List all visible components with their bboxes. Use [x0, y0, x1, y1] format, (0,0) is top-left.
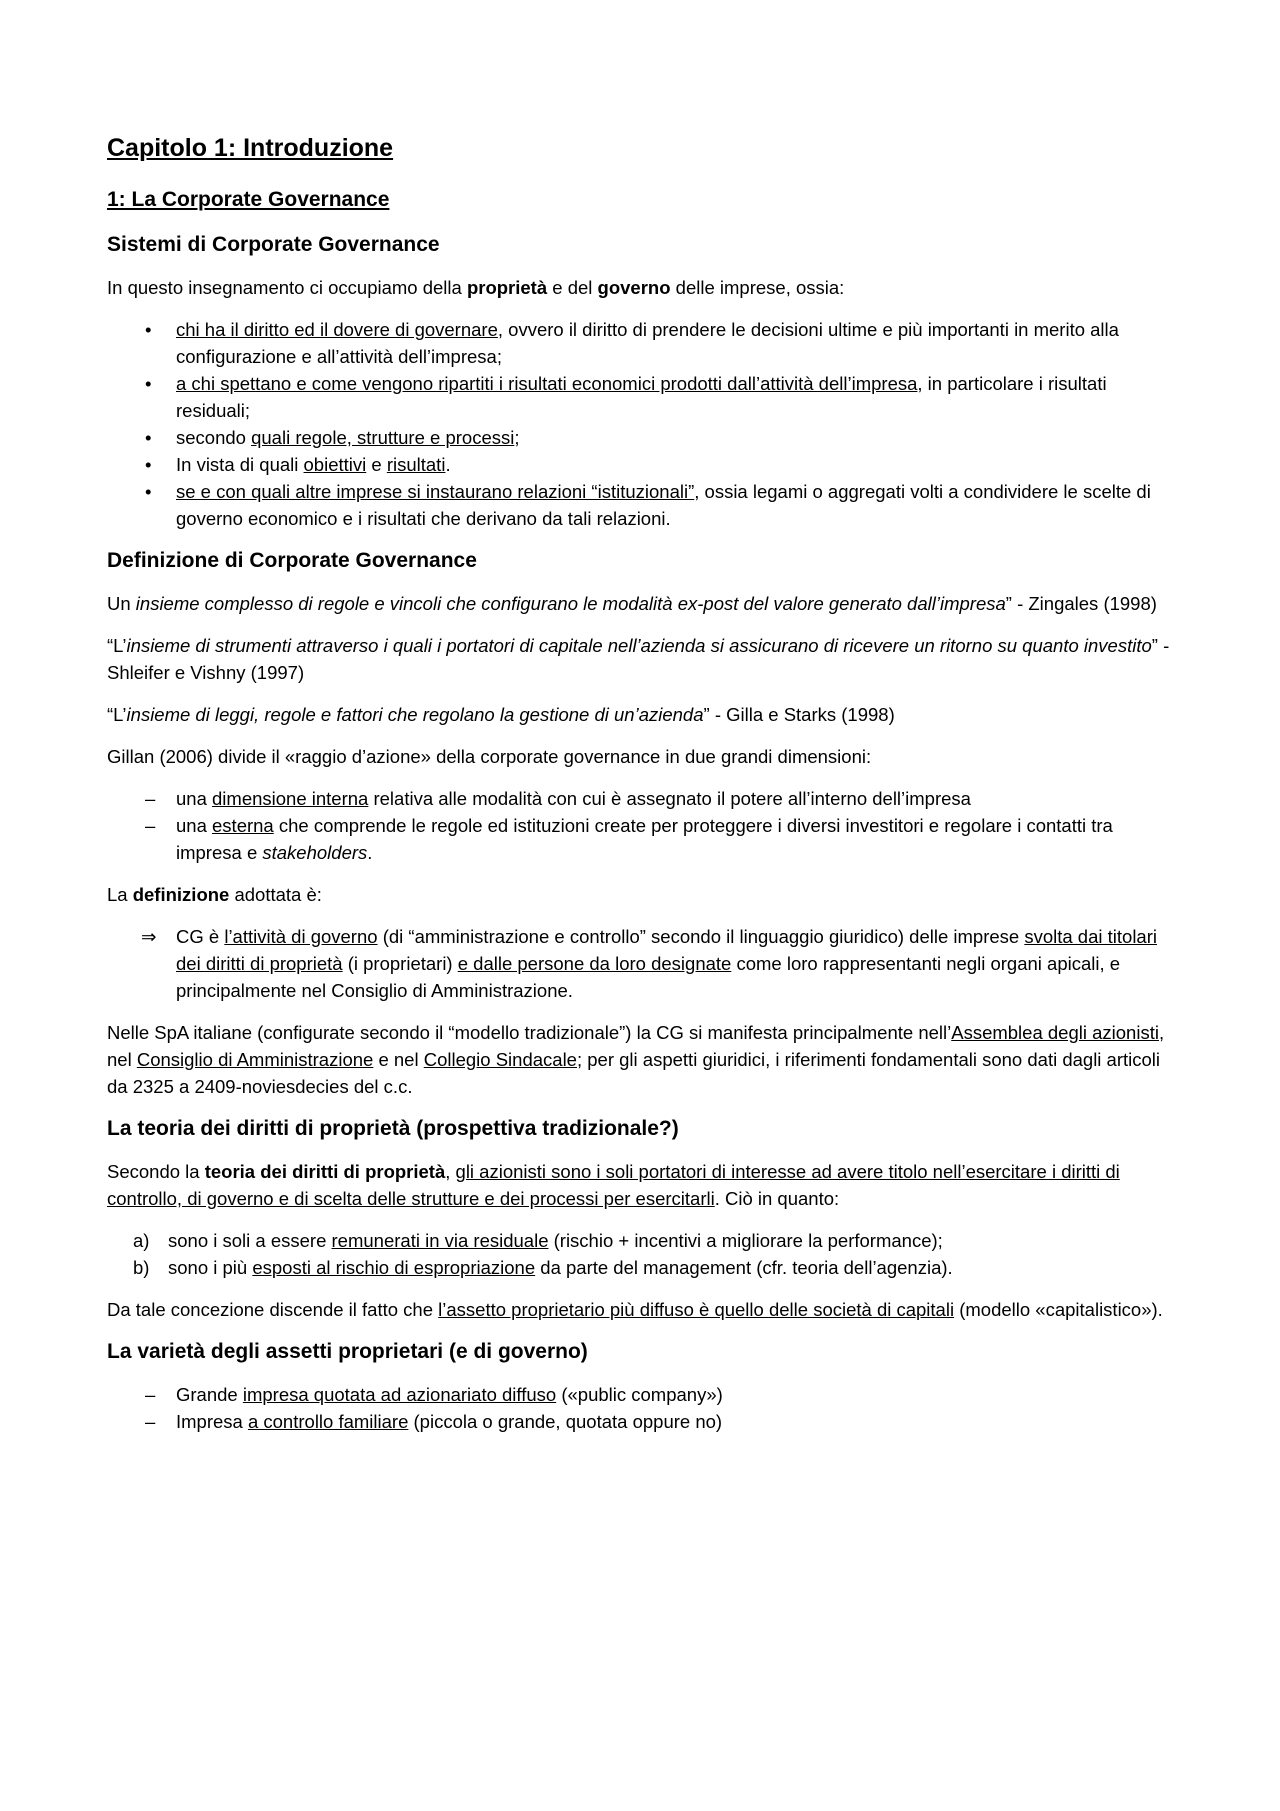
text-run: e dalle persone da loro designate [457, 953, 732, 974]
text-run: definizione [132, 884, 230, 905]
text-run: stakeholders [262, 842, 368, 863]
list-marker: – [145, 815, 156, 836]
list-item-text [168, 1254, 1173, 1281]
text-run: Sistemi di Corporate Governance [107, 233, 440, 256]
list-item-text [176, 812, 1173, 866]
dash-list [145, 785, 1173, 866]
letter-list [133, 1227, 1173, 1281]
text-run: una [176, 815, 213, 836]
text-run: adottata è: [229, 884, 322, 905]
list-marker: – [145, 1411, 156, 1432]
text-run: come loro rappresentanti negli organi apicali, e principalmente nel Consiglio di Amministrazione. [176, 953, 1121, 1001]
text-run: delle imprese, ossia: [670, 277, 845, 298]
section-title [107, 186, 1173, 213]
list-item-text [176, 316, 1173, 370]
list-item-text [176, 478, 1173, 532]
list-marker: ⇒ [141, 926, 157, 947]
text-run: gli azionisti sono i soli portatori di interesse ad avere titolo nell’esercitare i diritti di controllo, di governo e di scelta delle strutture e dei processi per esercitarli [107, 1161, 1120, 1209]
text-run: . [367, 842, 373, 863]
text-run: (piccola o grande, quotata oppure no) [408, 1411, 723, 1432]
list-item [145, 785, 1173, 812]
list-item-text [176, 424, 1173, 451]
text-run: La teoria dei diritti di proprietà (prospettiva tradizionale?) [107, 1117, 679, 1140]
text-run: (di “amministrazione e controllo” secondo il linguaggio giuridico) delle imprese [377, 926, 1025, 947]
paragraph [107, 1019, 1173, 1100]
text-run: , in particolare i risultati residuali; [176, 373, 1107, 421]
list-marker: • [145, 373, 152, 394]
list-marker: b) [133, 1257, 150, 1278]
text-run: Consiglio di Amministrazione [136, 1049, 374, 1070]
dash-list [145, 1381, 1173, 1435]
text-run: secondo [176, 427, 252, 448]
text-run: 1: La Corporate Governance [107, 188, 390, 211]
text-run: sono i soli a essere [168, 1230, 332, 1251]
text-run: ; [514, 427, 520, 448]
text-run: Da tale concezione discende il fatto che [107, 1299, 439, 1320]
paragraph [107, 274, 1173, 301]
subsection-heading [107, 547, 1173, 574]
text-run: l’assetto proprietario più diffuso è quello delle società di capitali [438, 1299, 955, 1320]
bullet-list [145, 316, 1173, 532]
text-run: («public company») [556, 1384, 723, 1405]
list-item-text [176, 451, 1173, 478]
text-run: , [445, 1161, 456, 1182]
text-run: chi ha il diritto ed il dovere di governare [176, 319, 498, 340]
arrow-list [141, 923, 1173, 1004]
list-marker: • [145, 454, 152, 475]
text-run: l’attività di governo [224, 926, 378, 947]
text-run: esterna [212, 815, 274, 836]
text-run: una [176, 788, 213, 809]
text-run: se e con quali altre imprese si instaurano relazioni “istituzionali” [176, 481, 695, 502]
text-run: svolta dai titolari dei diritti di proprietà [176, 926, 1157, 974]
text-run: risultati [386, 454, 446, 475]
text-run: teoria dei diritti di proprietà [204, 1161, 446, 1182]
text-run: Assemblea degli azionisti [951, 1022, 1159, 1043]
list-marker: • [145, 481, 152, 502]
list-marker: • [145, 427, 152, 448]
text-run: ” - Zingales (1998) [1005, 593, 1157, 614]
list-marker: a) [133, 1230, 150, 1251]
text-run: La [107, 884, 133, 905]
text-run: Impresa [176, 1411, 248, 1432]
text-run: e [366, 454, 387, 475]
text-run: , nel [107, 1022, 1165, 1070]
text-run: La varietà degli assetti proprietari (e di governo) [107, 1340, 588, 1363]
subsection-heading [107, 1115, 1173, 1142]
text-run: sono i più [168, 1257, 253, 1278]
text-run: “L’ [107, 704, 127, 725]
text-run: Capitolo 1: Introduzione [107, 134, 394, 162]
text-run: e del [547, 277, 598, 298]
text-run: esposti al rischio di espropriazione [252, 1257, 536, 1278]
text-run: a controllo familiare [247, 1411, 409, 1432]
list-item [133, 1254, 1173, 1281]
list-item-text [176, 1381, 1173, 1408]
list-item-text [176, 923, 1173, 1004]
list-item [145, 370, 1173, 424]
text-run: (rischio + incentivi a migliorare la performance); [548, 1230, 943, 1251]
subsection-heading [107, 1338, 1173, 1365]
text-run: ; per gli aspetti giuridici, i riferimenti fondamentali sono dati dagli articoli da 2325 a 2409-noviesdecies del c.c. [107, 1049, 1161, 1097]
subsection-heading [107, 231, 1173, 258]
list-item-text [176, 785, 1173, 812]
text-run: In questo insegnamento ci occupiamo della [107, 277, 467, 298]
list-marker: – [145, 1384, 156, 1405]
list-item [145, 316, 1173, 370]
text-run: “L’ [107, 635, 127, 656]
text-run: proprietà [466, 277, 548, 298]
text-run: CG è [176, 926, 225, 947]
text-run: . Ciò in quanto: [714, 1188, 840, 1209]
quote-paragraph [107, 701, 1173, 728]
text-run: quali regole, strutture e processi [251, 427, 515, 448]
paragraph [107, 743, 1173, 770]
text-run: . [445, 454, 451, 475]
text-run: remunerati in via residuale [331, 1230, 549, 1251]
text-run: che comprende le regole ed istituzioni create per proteggere i diversi investitori e regolare i contatti tra impresa e [176, 815, 1113, 863]
text-run: insieme complesso di regole e vincoli che configurano le modalità ex-post del valore generato dall’impresa [135, 593, 1006, 614]
text-run: insieme di leggi, regole e fattori che regolano la gestione di un’azienda [126, 704, 704, 725]
text-run: insieme di strumenti attraverso i quali i portatori di capitale nell’azienda si assicurano di ricevere un ritorno su quanto investito [126, 635, 1152, 656]
list-item [145, 451, 1173, 478]
list-item-text [176, 1408, 1173, 1435]
list-item-text [176, 370, 1173, 424]
text-run: governo [597, 277, 671, 298]
list-item [145, 1381, 1173, 1408]
quote-paragraph [107, 632, 1173, 686]
text-run: Grande [176, 1384, 243, 1405]
text-run: a chi spettano e come vengono ripartiti i risultati economici prodotti dall’attività dell’impresa [176, 373, 918, 394]
text-run: Un [107, 593, 136, 614]
paragraph [107, 1296, 1173, 1323]
text-run: da parte del management (cfr. teoria dell’agenzia). [535, 1257, 953, 1278]
chapter-title [107, 132, 1173, 164]
text-run: , ovvero il diritto di prendere le decisioni ultime e più importanti in merito alla configurazione e all’attività dell’impresa; [176, 319, 1119, 367]
text-run: In vista di quali [176, 454, 304, 475]
text-run: Definizione di Corporate Governance [107, 549, 477, 572]
quote-paragraph [107, 590, 1173, 617]
list-item-text [168, 1227, 1173, 1254]
text-run: impresa quotata ad azionariato diffuso [242, 1384, 557, 1405]
text-run: , ossia legami o aggregati volti a condividere le scelte di governo economico e i risultati che derivano da tali relazioni. [176, 481, 1151, 529]
text-run: (i proprietari) [342, 953, 458, 974]
text-run: (modello «capitalistico»). [954, 1299, 1163, 1320]
list-item [145, 812, 1173, 866]
list-item [133, 1227, 1173, 1254]
list-item [145, 478, 1173, 532]
text-run: Nelle SpA italiane (configurate secondo il “modello tradizionale”) la CG si manifesta principalmente nell’ [107, 1022, 952, 1043]
text-run: ” - Gilla e Starks (1998) [703, 704, 895, 725]
text-run: e nel [373, 1049, 424, 1070]
text-run: Gillan (2006) divide il «raggio d’azione» della corporate governance in due grandi dimensioni: [107, 746, 872, 767]
text-run: ” - Shleifer e Vishny (1997) [107, 635, 1170, 683]
list-marker: • [145, 319, 152, 340]
paragraph [107, 881, 1173, 908]
text-run: Collegio Sindacale [423, 1049, 577, 1070]
list-marker: – [145, 788, 156, 809]
list-item [145, 1408, 1173, 1435]
text-run: obiettivi [303, 454, 367, 475]
text-run: dimensione interna [212, 788, 369, 809]
text-run: Secondo la [107, 1161, 205, 1182]
list-item [145, 424, 1173, 451]
list-item [141, 923, 1173, 1004]
document-content [107, 132, 1173, 1435]
paragraph [107, 1158, 1173, 1212]
text-run: relativa alle modalità con cui è assegnato il potere all’interno dell’impresa [368, 788, 971, 809]
